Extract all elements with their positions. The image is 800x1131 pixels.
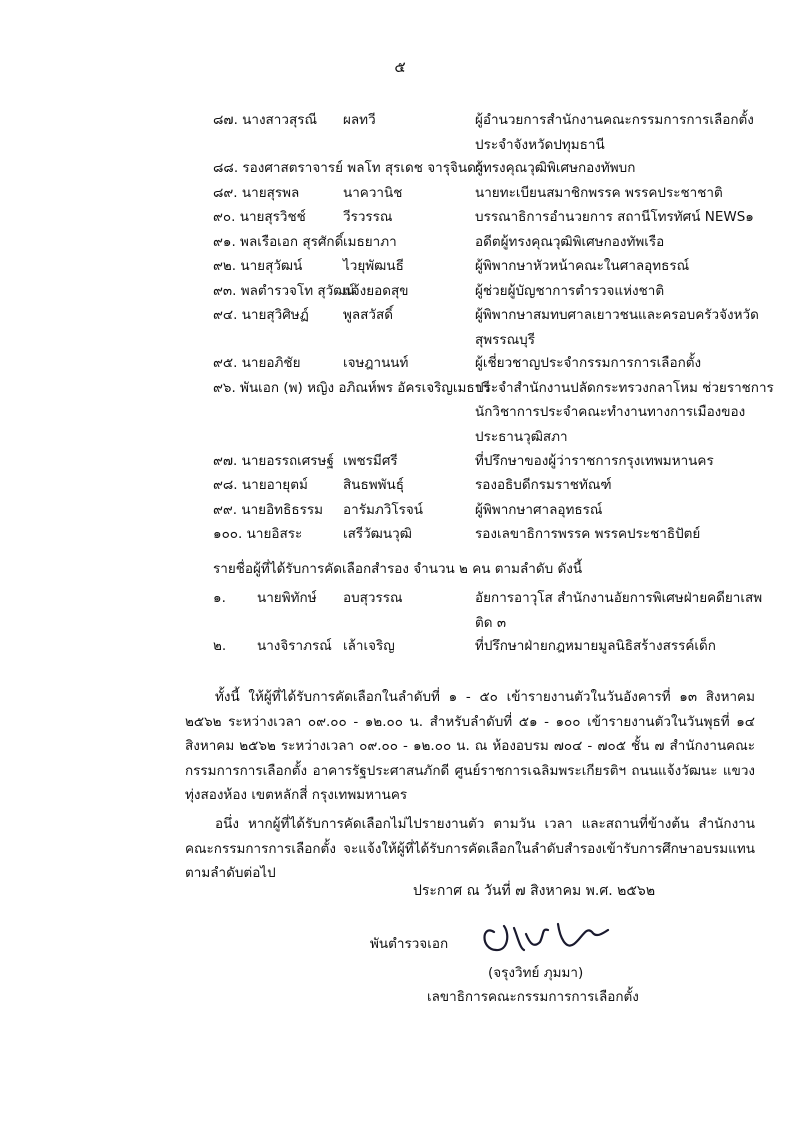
roster-surname: นาควานิช bbox=[343, 184, 403, 201]
roster-name: ๘๙. นายสุรพล bbox=[213, 184, 300, 201]
reserve-row bbox=[213, 586, 773, 634]
roster-position: ผู้พิพากษาหัวหน้าคณะในศาลอุทธรณ์ bbox=[475, 258, 690, 274]
roster-position: ประจำสำนักงานปลัดกระทรวงกลาโหม ช่วยราชการ นักวิชาการประจำคณะทำงานทางการเมืองของประธานวุฒิสภา bbox=[475, 379, 774, 445]
roster-row bbox=[213, 498, 773, 523]
roster-row bbox=[213, 254, 773, 279]
roster-surname: พูลสวัสดิ์ bbox=[343, 307, 393, 323]
roster-name: ๙๑. พลเรือเอก สุรศักดิ์ bbox=[213, 233, 344, 250]
roster-name: ๙๔. นายสุวิศิษฏ์ bbox=[213, 307, 309, 323]
roster-row bbox=[213, 449, 773, 474]
reserve-number: ๑. bbox=[213, 590, 226, 606]
roster-name: ๘๗. นางสาวสุรณี bbox=[213, 112, 317, 128]
roster-row bbox=[213, 205, 773, 230]
roster-name: ๙๒. นายสุวัฒน์ bbox=[213, 258, 303, 274]
roster-row bbox=[213, 351, 773, 376]
roster-position: อดีตผู้ทรงคุณวุฒิพิเศษกองทัพเรือ bbox=[475, 233, 665, 250]
signer-title: เลขาธิการคณะกรรมการการเลือกตั้ง bbox=[427, 989, 639, 1005]
page-number: ๕ bbox=[394, 58, 406, 76]
reserve-position: ที่ปรึกษาฝ่ายกฎหมายมูลนิธิสร้างสรรค์เด็ก bbox=[475, 638, 716, 654]
roster-surname: เพชรมีศรี bbox=[343, 452, 398, 469]
roster-surname: เสรีวัฒนวุฒิ bbox=[343, 526, 412, 542]
roster-row bbox=[213, 279, 773, 304]
roster-row bbox=[213, 156, 773, 181]
roster-row bbox=[213, 230, 773, 255]
roster-name: ๙๕. นายอภิชัย bbox=[213, 355, 301, 371]
roster-surname: ไวยุพัฒนธี bbox=[343, 258, 404, 274]
roster-row bbox=[213, 108, 773, 156]
announcement-date: ประกาศ ณ วันที่ ๗ สิงหาคม พ.ศ. ๒๕๖๒ bbox=[413, 883, 656, 899]
handwritten-signature bbox=[474, 904, 624, 964]
roster-name: ๙๗. นายอรรถเศรษฐ์ bbox=[213, 452, 334, 469]
reserve-position: อัยการอาวุโส สำนักงานอัยการพิเศษฝ่ายคดียาเสพติด ๓ bbox=[475, 590, 763, 631]
reserve-name: นายพิทักษ์ bbox=[257, 590, 317, 606]
roster-name: ๙๙. นายอิทธิธรรม bbox=[213, 501, 323, 518]
roster-position: รองเลขาธิการพรรค พรรคประชาธิปัตย์ bbox=[475, 526, 701, 542]
reserve-row bbox=[213, 634, 773, 659]
reserve-number: ๒. bbox=[213, 638, 227, 654]
reserve-list bbox=[213, 586, 773, 659]
roster-surname: สินธพพันธุ์ bbox=[343, 477, 404, 493]
roster-surname: ผลทวี bbox=[343, 112, 376, 128]
roster-row bbox=[213, 181, 773, 206]
roster-name: ๘๘. รองศาสตราจารย์ พลโท สุรเดช จารุจินดา bbox=[213, 160, 484, 176]
roster-position: รองอธิบดีกรมราชทัณฑ์ bbox=[475, 477, 612, 493]
reserve-surname: อบสุวรรณ bbox=[343, 590, 403, 606]
roster-name: ๙๘. นายอายุตม์ bbox=[213, 477, 308, 493]
roster-surname: วีรวรรณ bbox=[343, 209, 393, 225]
reserve-surname: เล้าเจริญ bbox=[343, 638, 395, 654]
roster-surname: เมธยาภา bbox=[343, 233, 397, 250]
roster-row bbox=[213, 376, 773, 449]
roster-position: ผู้อำนวยการสำนักงานคณะกรรมการการเลือกตั้งประจำจังหวัดปทุมธานี bbox=[475, 112, 754, 153]
roster-list bbox=[213, 108, 773, 547]
reporting-paragraph: ทั้งนี้ ให้ผู้ที่ได้รับการคัดเลือกในลำดับที่ ๑ - ๕๐ เข้ารายงานตัวในวันอังคารที่ ๑๓ สิงหาคม ๒๕๖๒ ระหว่างเวลา ๐๙.๐๐ - ๑๒.๐๐ น. สำหรับลำดับที่ ๕๑ - ๑๐๐ เข้ารายงานตัวในวันพุธที่ ๑๔ สิงหาคม ๒๕๖๒ ระหว่างเวลา ๐๙.๐๐ - ๑๒.๐๐ น. ณ ห้องอบรม ๗๐๔ - ๗๐๕ ชั้น ๗ สำนักงานคณะกรรมการการเลือกตั้ง อาคารรัฐประศาสนภักดี ศูนย์ราชการเฉลิมพระเกียรติฯ ถนนแจ้งวัฒนะ แขวงทุ่งสองห้อง เขตหลักสี่ กรุงเทพมหานคร bbox=[185, 689, 755, 803]
roster-surname: เจษฎานนท์ bbox=[343, 355, 409, 371]
reserve-heading: รายชื่อผู้ที่ได้รับการคัดเลือกสำรอง จำนวน ๒ คน ตามลำดับ ดังนี้ bbox=[213, 561, 583, 577]
roster-name: ๙๖. พันเอก (พ) หญิง อภิณห์พร อัครเจริญเมธาวี bbox=[213, 379, 490, 396]
roster-position: ผู้เชี่ยวชาญประจำกรรมการการเลือกตั้ง bbox=[475, 355, 702, 371]
roster-row bbox=[213, 303, 773, 351]
roster-position: ผู้ทรงคุณวุฒิพิเศษกองทัพบก bbox=[475, 160, 636, 176]
roster-position: บรรณาธิการอำนวยการ สถานีโทรทัศน์ NEWS๑ bbox=[475, 209, 754, 225]
roster-position: นายทะเบียนสมาชิกพรรค พรรคประชาชาติ bbox=[475, 184, 723, 201]
roster-position: ผู้พิพากษาศาลอุทธรณ์ bbox=[475, 501, 603, 518]
roster-surname: แจ้งยอดสุข bbox=[343, 282, 409, 299]
roster-position: ที่ปรึกษาของผู้ว่าราชการกรุงเทพมหานคร bbox=[475, 452, 714, 469]
roster-row bbox=[213, 473, 773, 498]
roster-position: ผู้พิพากษาสมทบศาลเยาวชนและครอบครัวจังหวัดสุพรรณบุรี bbox=[475, 307, 759, 348]
roster-position: ผู้ช่วยผู้บัญชาการตำรวจแห่งชาติ bbox=[475, 282, 665, 299]
signer-rank: พันตำรวจเอก bbox=[370, 936, 449, 952]
signer-name: (จรุงวิทย์ ภุมมา) bbox=[488, 965, 584, 981]
roster-surname: อารัมภวิโรจน์ bbox=[343, 501, 423, 518]
reserve-notice-paragraph: อนึ่ง หากผู้ที่ได้รับการคัดเลือกไม่ไปรายงานตัว ตามวัน เวลา และสถานที่ข้างต้น สำนักงานคณะกรรมการการเลือกตั้ง จะแจ้งให้ผู้ที่ได้รับการคัดเลือกในลำดับสำรองเข้ารับการศึกษาอบรมแทนตามลำดับต่อไป bbox=[185, 816, 755, 881]
roster-name: ๙๓. พลตำรวจโท สุวัฒน์ bbox=[213, 282, 355, 299]
roster-name: ๑๐๐. นายอิสระ bbox=[213, 526, 303, 542]
roster-row bbox=[213, 522, 773, 547]
reserve-name: นางจิราภรณ์ bbox=[257, 638, 332, 654]
roster-name: ๙๐. นายสุรวิชช์ bbox=[213, 209, 306, 225]
